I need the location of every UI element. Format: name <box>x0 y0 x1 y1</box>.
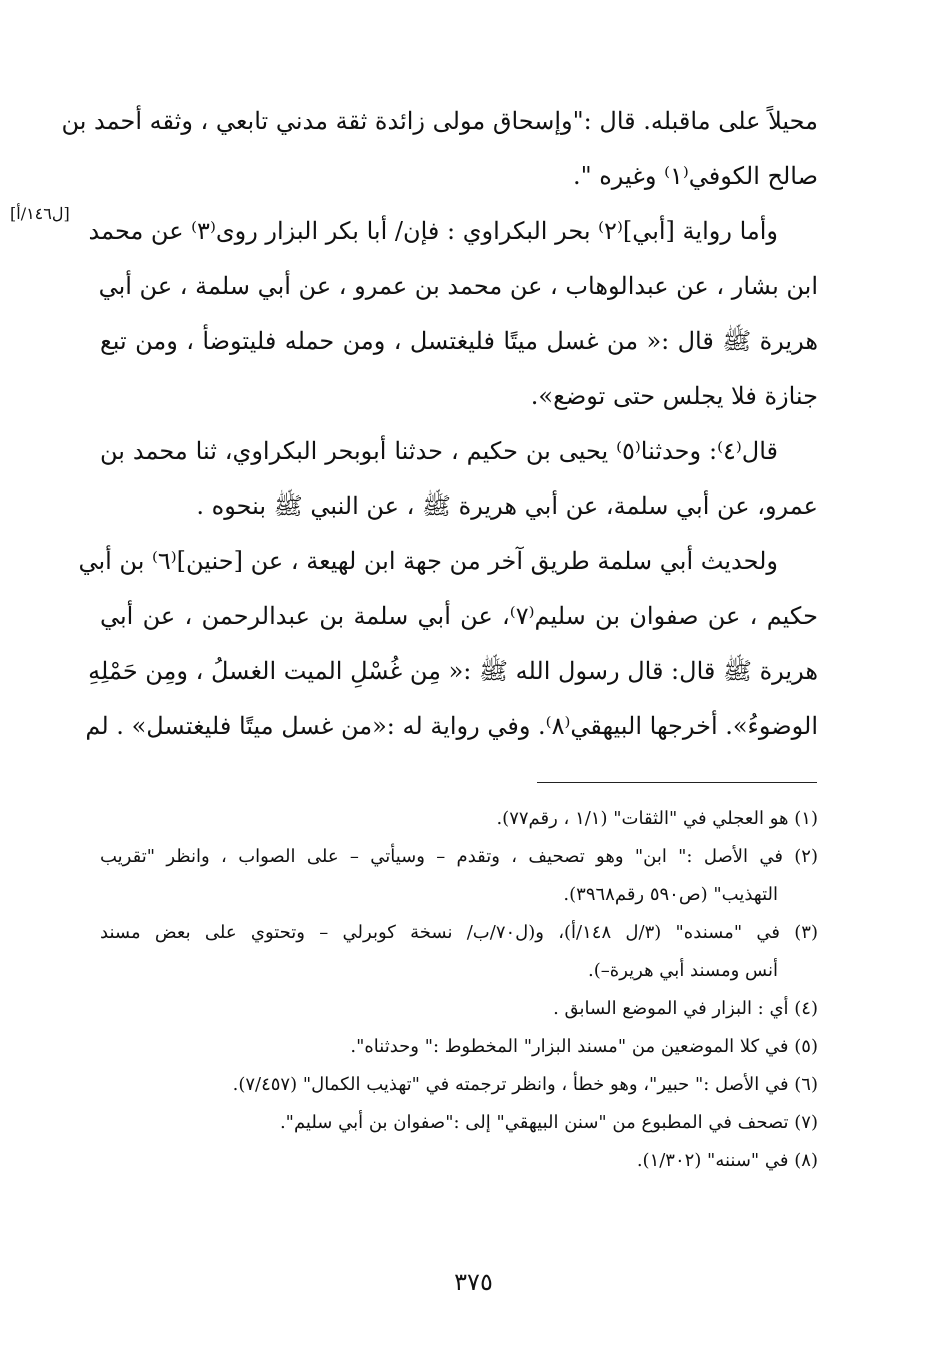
footnote-line: (٨) في "سننه" (١/٣٠٢). <box>636 1150 818 1171</box>
footnote-line: (٣) في "مسنده" (٣/ل ١٤٨/أ)، و(ل٧٠/ب/ نسخة كوبرلي – وتحتوي على بعض مسند <box>100 922 818 943</box>
text-line: حكيم ، عن صفوان بن سليم⁽٧⁾، عن أبي سلمة بن عبدالرحمن ، عن أبي <box>100 602 819 630</box>
footnote-line: (٢) في الأصل :" ابن" وهو تصحيف ، وتقدم – وسيأتي – على الصواب ، وانظر "تقريب <box>100 846 818 867</box>
text-line: ولحديث أبي سلمة طريق آخر من جهة ابن لهيعة ، عن [حنين]⁽٦⁾ بن أبي <box>78 547 778 575</box>
text-line: قال⁽٤⁾: وحدثنا⁽٥⁾ يحيى بن حكيم ، حدثنا أبوبحر البكراوي، ثنا محمد بن <box>100 437 778 465</box>
text-line: جنازة فلا يجلس حتى توضع». <box>530 382 818 410</box>
text-line: صالح الكوفي⁽١⁾ وغيره ". <box>572 162 818 190</box>
text-line: محيلاً على ماقبله. قال :"وإسحاق مولى زائدة ثقة مدني تابعي ، وثقه أحمد بن <box>61 107 818 135</box>
footnote-line: أنس ومسند أبي هريرة–). <box>588 960 778 981</box>
footnote-line: (٥) في كلا الموضعين من "مسند البزار" المخطوط :" وحدثناه". <box>350 1036 818 1057</box>
footnote-line: (١) هو العجلي في "الثقات" (١/١ ، رقم٧٧). <box>496 808 818 829</box>
text-line: هريرة ﷺ قال: قال رسول الله ﷺ :« مِن غُسْلِ الميت الغسلُ ، ومِن حَمْلِهِ <box>88 657 818 685</box>
footnotes <box>100 800 818 1180</box>
manuscript-folio-note: [ل١٤٦/أ] <box>10 204 70 223</box>
text-line: الوضوءُ». أخرجها البيهقي⁽٨⁾. وفي رواية له :«من غسل ميتًا فليغتسل» . لم <box>85 712 818 740</box>
footnote-separator <box>537 782 817 783</box>
footnote-line: التهذيب" (ص٥٩٠ رقم٣٩٦٨). <box>563 884 778 905</box>
footnote-line: (٦) في الأصل :" حبير"، وهو خطأ ، وانظر ترجمته في "تهذيب الكمال" (٧/٤٥٧). <box>232 1074 818 1095</box>
page-number: ٣٧٥ <box>454 1268 493 1296</box>
footnote-line: (٤) أي : البزار في الموضع السابق . <box>553 998 818 1019</box>
text-line: هريرة ﷺ قال :« من غسل ميتًا فليغتسل ، ومن حمله فليتوضأ ، ومن تبع <box>100 327 818 355</box>
text-line: عمرو، عن أبي سلمة، عن أبي هريرة ﷺ ، عن النبي ﷺ بنحوه . <box>196 492 818 520</box>
text-line: وأما رواية [أبي]⁽٢⁾ بحر البكراوي : فإن/ أبا بكر البزار روى⁽٣⁾ عن محمد <box>88 217 778 245</box>
footnote-line: (٧) تصحف في المطبوع من "سنن البيهقي" إلى :"صفوان بن أبي سليم". <box>279 1112 818 1133</box>
text-line: ابن بشار ، عن عبدالوهاب ، عن محمد بن عمرو ، عن أبي سلمة ، عن أبي <box>98 272 818 300</box>
main-text <box>61 94 819 754</box>
